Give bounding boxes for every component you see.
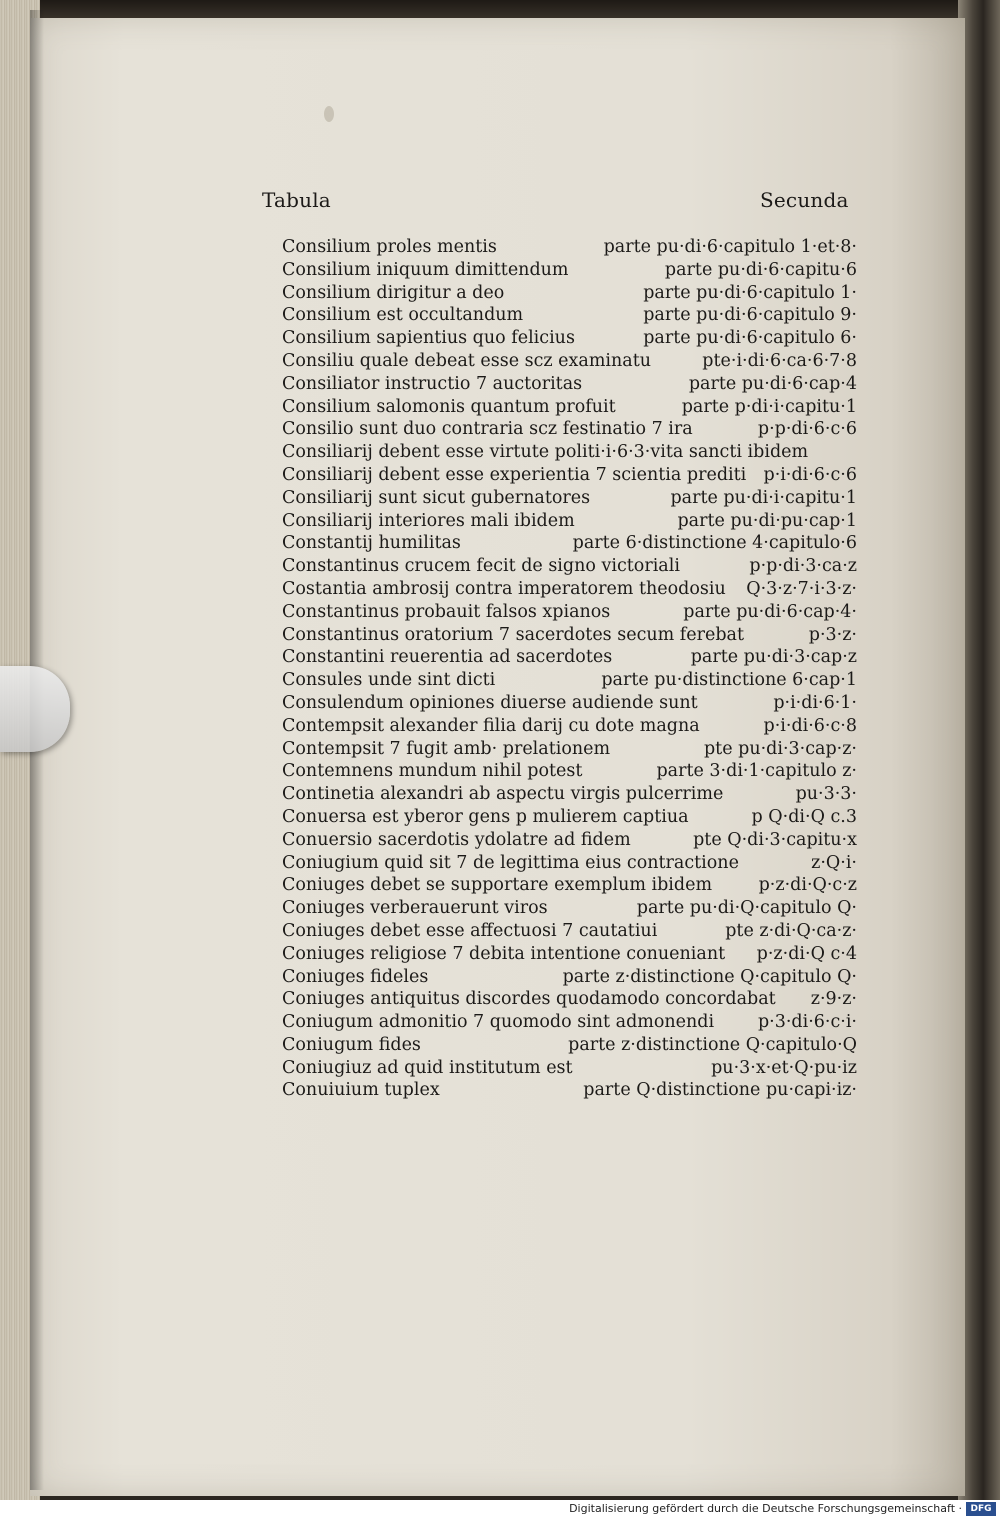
- entry-term: Consiliarij debent esse virtute politi·i·6·3·vita sancti ibidem: [282, 442, 809, 463]
- entry-reference: parte pu·di·6·cap·4: [688, 373, 857, 394]
- entry-term: Coniugum admonitio 7 quomodo sint admonendi: [282, 1012, 715, 1033]
- index-entry: [282, 966, 857, 989]
- entry-reference: p·z·di·Q·c·z: [758, 875, 857, 896]
- entry-reference: parte Q·distinctione pu·capi·iz·: [583, 1080, 857, 1101]
- entry-term: Consilium proles mentis: [282, 237, 497, 257]
- entry-reference: parte pu·di·6·capitulo 1·et·8·: [603, 237, 857, 257]
- index-entry: [282, 464, 857, 487]
- index-entry: [282, 988, 857, 1011]
- entry-reference: p Q·di·Q c.3: [751, 806, 857, 827]
- index-entry: [282, 1057, 857, 1080]
- entry-term: Costantia ambrosij contra imperatorem theodosiu: [282, 578, 726, 599]
- index-entry: [282, 1034, 857, 1057]
- index-entry: [282, 692, 857, 715]
- entry-term: Consules unde sint dicti: [282, 670, 496, 691]
- index-entry: [282, 487, 857, 510]
- entry-term: Consilium iniquum dimittendum: [282, 259, 569, 280]
- entry-term: Consiliarij debent esse experientia 7 scientia prediti: [282, 464, 747, 485]
- running-head-right: Secunda: [760, 188, 849, 212]
- entry-reference: parte 3·di·1·capitulo z·: [656, 761, 857, 782]
- entry-term: Coniugiuz ad quid institutum est: [282, 1057, 573, 1078]
- entry-reference: p·3·di·6·c·i·: [757, 1012, 857, 1033]
- entry-term: Coniuges religiose 7 debita intentione conueniant: [282, 943, 726, 964]
- index-entry: [282, 897, 857, 920]
- index-entry: [282, 920, 857, 943]
- entry-reference: parte pu·di·6·capitu·6: [664, 259, 857, 280]
- entry-term: Conuersa est yberor gens p mulierem captiua: [282, 806, 689, 827]
- entry-reference: parte z·distinctione Q·capitulo·Q: [568, 1034, 857, 1055]
- entry-term: Contempsit 7 fugit amb· prelationem: [282, 738, 611, 759]
- entry-reference: pu·3·3·: [795, 784, 857, 805]
- index-entry: [282, 874, 857, 897]
- entry-reference: parte pu·di·6·cap·4·: [683, 601, 857, 622]
- index-entries: [282, 236, 857, 1102]
- entry-reference: parte p·di·i·capitu·1: [681, 396, 857, 417]
- entry-term: Coniuges antiquitus discordes quodamodo concordabat: [282, 989, 776, 1010]
- index-entry: [282, 510, 857, 533]
- index-entry: [282, 829, 857, 852]
- entry-reference: p·i·di·6·c·8: [763, 715, 857, 736]
- entry-term: Consiliator instructio 7 auctoritas: [282, 373, 583, 394]
- index-entry: [282, 418, 857, 441]
- entry-reference: parte pu·di·3·cap·z: [690, 647, 857, 668]
- entry-term: Coniuges debet esse affectuosi 7 cautatiui: [282, 920, 658, 941]
- backdrop: [0, 0, 1000, 20]
- index-entry: [282, 783, 857, 806]
- entry-term: Coniuges fideles: [282, 966, 429, 987]
- entry-term: Coniugum fides: [282, 1034, 421, 1055]
- entry-term: Coniuges verberauerunt viros: [282, 898, 548, 919]
- index-entry: [282, 669, 857, 692]
- dfg-logo: DFG: [966, 1502, 996, 1516]
- index-entry: [282, 304, 857, 327]
- entry-term: Consiliarij sunt sicut gubernatores: [282, 487, 591, 508]
- entry-reference: Q·3·z·7·i·3·z·: [746, 578, 857, 599]
- index-entry: [282, 943, 857, 966]
- index-entry: [282, 1011, 857, 1034]
- entry-term: Consilio sunt duo contraria scz festinatio 7 ira: [282, 419, 693, 440]
- entry-term: Constantinus probauit falsos xpianos: [282, 601, 611, 622]
- entry-term: Contemnens mundum nihil potest: [282, 761, 583, 782]
- entry-reference: parte z·distinctione Q·capitulo Q·: [562, 966, 857, 987]
- paper-stain: [324, 106, 334, 122]
- index-entry: [282, 350, 857, 373]
- index-entry: [282, 441, 857, 464]
- entry-reference: p·z·di·Q c·4: [756, 943, 857, 964]
- entry-reference: parte pu·di·6·capitulo 1·: [643, 282, 857, 303]
- entry-term: Consilium est occultandum: [282, 305, 524, 326]
- footer-bar: [0, 1500, 1000, 1519]
- entry-term: Contempsit alexander filia darij cu dote magna: [282, 715, 700, 736]
- footer-credit: Digitalisierung gefördert durch die Deutsche Forschungsgemeinschaft ·: [569, 1502, 962, 1515]
- index-entry: [282, 373, 857, 396]
- index-entry: [282, 601, 857, 624]
- entry-reference: parte pu·distinctione 6·cap·1: [601, 670, 857, 691]
- index-entry: [282, 396, 857, 419]
- entry-reference: parte pu·di·6·capitulo 9·: [643, 305, 857, 326]
- entry-reference: z·Q·i·: [811, 852, 857, 873]
- index-entry: [282, 760, 857, 783]
- entry-reference: p·p·di·6·c·6: [757, 419, 857, 440]
- entry-reference: parte pu·di·i·capitu·1: [670, 487, 857, 508]
- entry-reference: p·p·di·3·ca·z: [749, 556, 857, 577]
- index-entry: [282, 624, 857, 647]
- entry-reference: p·i·di·6·c·6: [763, 464, 857, 485]
- index-entry: [282, 532, 857, 555]
- entry-reference: pte Q·di·3·capitu·x: [693, 829, 857, 850]
- entry-term: Coniuges debet se supportare exemplum ibidem: [282, 875, 713, 896]
- entry-term: Consilium sapientius quo felicius: [282, 328, 575, 349]
- index-entry: [282, 646, 857, 669]
- entry-term: Constantinus crucem fecit de signo victoriali: [282, 556, 680, 577]
- entry-reference: z·9·z·: [810, 989, 857, 1010]
- entry-reference: pte pu·di·3·cap·z·: [703, 738, 857, 759]
- entry-reference: parte pu·di·6·capitulo 6·: [643, 328, 857, 349]
- index-entry: [282, 1079, 857, 1102]
- entry-term: Constantij humilitas: [282, 533, 461, 554]
- index-entry: [282, 806, 857, 829]
- entry-term: Consulendum opiniones diuerse audiende sunt: [282, 692, 698, 713]
- entry-reference: parte pu·di·pu·cap·1: [677, 510, 857, 531]
- entry-term: Consiliu quale debeat esse scz examinatu: [282, 350, 652, 371]
- entry-reference: parte 6·distinctione 4·capitulo·6: [572, 533, 857, 554]
- entry-term: Consilium dirigitur a deo: [282, 282, 505, 303]
- entry-reference: pte·i·di·6·ca·6·7·8: [702, 350, 857, 371]
- running-head-left: Tabula: [262, 188, 331, 212]
- index-entry: [282, 236, 857, 259]
- index-entry: [282, 715, 857, 738]
- index-entry: [282, 578, 857, 601]
- entry-reference: pte z·di·Q·ca·z·: [725, 920, 857, 941]
- entry-term: Conuersio sacerdotis ydolatre ad fidem: [282, 829, 631, 850]
- index-entry: [282, 852, 857, 875]
- entry-reference: parte pu·di·Q·capitulo Q·: [636, 898, 857, 919]
- index-entry: [282, 555, 857, 578]
- entry-term: Constantinus oratorium 7 sacerdotes secum ferebat: [282, 624, 745, 645]
- index-entry: [282, 259, 857, 282]
- entry-term: Consiliarij interiores mali ibidem: [282, 510, 575, 531]
- entry-reference: pu·3·x·et·Q·pu·iz: [711, 1057, 857, 1078]
- entry-reference: p·i·di·6·1·: [773, 692, 857, 713]
- index-entry: [282, 738, 857, 761]
- entry-term: Conuiuium tuplex: [282, 1080, 440, 1101]
- entry-term: Continetia alexandri ab aspectu virgis pulcerrime: [282, 784, 724, 805]
- entry-term: Constantini reuerentia ad sacerdotes: [282, 647, 613, 668]
- entry-term: Coniugium quid sit 7 de legittima eius contractione: [282, 852, 739, 873]
- index-entry: [282, 282, 857, 305]
- entry-reference: p·3·z·: [808, 624, 857, 645]
- entry-term: Consilium salomonis quantum profuit: [282, 396, 616, 417]
- index-entry: [282, 327, 857, 350]
